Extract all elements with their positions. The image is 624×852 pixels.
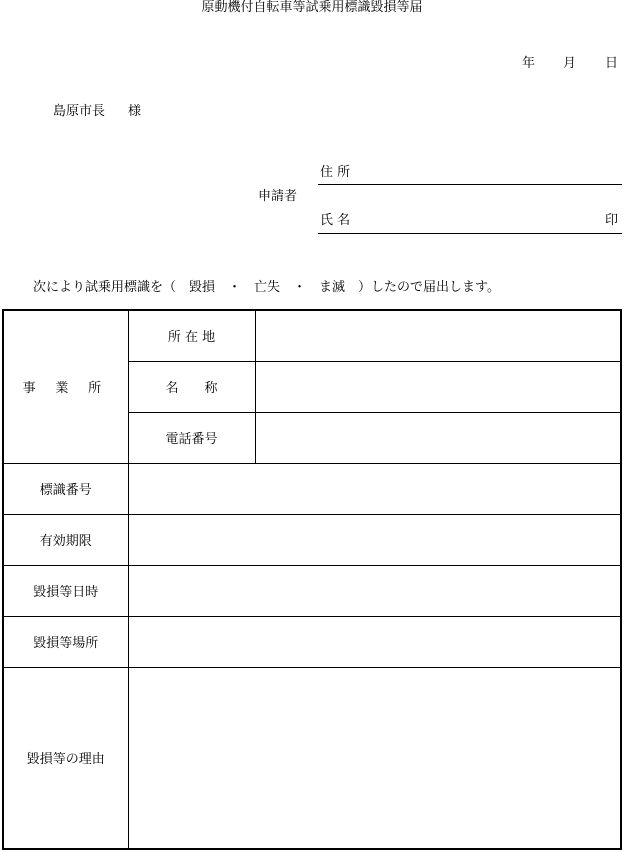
address-line[interactable] <box>318 184 622 185</box>
form-title: 原動機付自転車等試乗用標識毀損等届 <box>201 0 423 15</box>
office-phone-label: 電話番号 <box>128 412 255 463</box>
name-label: 氏 名 <box>320 213 351 228</box>
office-address-row <box>3 310 621 361</box>
date-day-label: 日 <box>605 56 619 71</box>
validity-field[interactable] <box>128 514 621 565</box>
office-phone-field[interactable] <box>255 412 621 463</box>
report-form-table <box>2 309 622 850</box>
plate-number-row <box>3 463 621 514</box>
office-address-label: 所 在 地 <box>128 310 255 361</box>
applicant-label: 申請者 <box>258 189 298 204</box>
damage-datetime-field[interactable] <box>128 565 621 616</box>
damage-datetime-label: 毀損等日時 <box>3 565 128 616</box>
addressee: 島原市長 <box>53 104 106 119</box>
damage-place-label: 毀損等場所 <box>3 616 128 667</box>
office-address-field[interactable] <box>255 310 621 361</box>
date-month-label: 月 <box>563 56 577 71</box>
seal-mark: 印 <box>605 213 619 228</box>
office-label: 事 業 所 <box>3 310 128 463</box>
notice-text: 次により試乗用標識を（ 毀損 ・ 亡失 ・ ま滅 ）したので届出します。 <box>33 280 500 295</box>
office-name-label: 名 称 <box>128 361 255 412</box>
date-year-label: 年 <box>522 56 536 71</box>
office-name-field[interactable] <box>255 361 621 412</box>
damage-reason-label: 毀損等の理由 <box>3 667 128 849</box>
damage-place-row <box>3 616 621 667</box>
addressee-honorific: 様 <box>128 104 142 119</box>
name-line[interactable] <box>318 233 622 234</box>
plate-number-field[interactable] <box>128 463 621 514</box>
validity-label: 有効期限 <box>3 514 128 565</box>
plate-number-label: 標識番号 <box>3 463 128 514</box>
address-label: 住 所 <box>320 165 351 180</box>
damage-datetime-row <box>3 565 621 616</box>
damage-reason-row <box>3 667 621 849</box>
damage-reason-field[interactable] <box>128 667 621 849</box>
damage-place-field[interactable] <box>128 616 621 667</box>
validity-row <box>3 514 621 565</box>
